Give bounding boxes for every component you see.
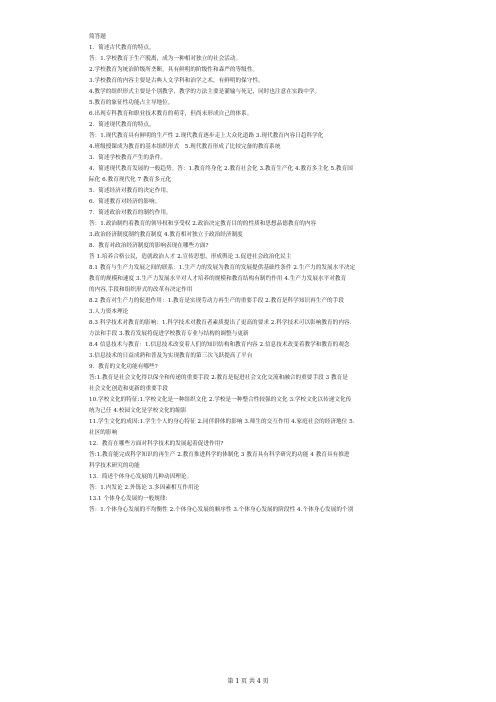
text-line: 5．简述经济对教育的决定作用。 — [89, 188, 172, 194]
section-heading: 简答题 — [89, 34, 106, 40]
text-line: 9．教育的文化功能有哪些? — [89, 364, 158, 370]
text-line: 3.政治经济制度制约教育制度 4.教育相对独立于政治经济制度 — [89, 232, 243, 238]
text-line: 4．简述现代教育发展的一般趋势。答：1.教育终身化 2.教育社会化 3.教育生产化 4.教育多主化 5.教育国 — [89, 166, 353, 172]
text-line: 答:1.教育是社会文化得以保全和传递的重要手段 2.教育是促进社会文化交流和融合的重要手段 3 教育是 — [89, 375, 348, 381]
text-line: 8.3 科学技术对教育的影响：1.科学技术对教育者素质提出了更高的要求 2.科学技术可以影响教育的内容. — [89, 320, 352, 326]
text-line: 科学技术研究的功能 — [89, 463, 140, 469]
text-line: 7．简述政治对教育的制约作用。 — [89, 210, 172, 216]
text-line: 答：1.内发论 2.外铄论 3.多因素相互作用论 — [89, 485, 200, 491]
text-line: 教育的规模和速度 3.生产力发展水平对人才培养的规模和教育结构有制约作用 4.生产力发展水平对教育 — [89, 276, 347, 282]
text-line: 4.教学的组织形式主要是个别教学，教学的方法主要是灌输与死记，同时也注意在实践中学。 — [89, 89, 321, 95]
text-line: 答：1.个体身心发展的不均衡性 2.个体身心发展的顺序性 3.个体身心发展的阶段性 4.个体身心发展的个别 — [89, 507, 354, 513]
text-line: 13.1 个体身心发展的一般规律: — [89, 496, 168, 502]
text-line: 8.2 教育对生产力的促进作用：1.教育是实现劳动力再生产的重要手段 2.教育是科学知识再生产的手段 — [89, 298, 344, 304]
text-line: 答 1.培养合格公民，造就政治人才 2.宣传思想，形成舆论 3.促进社会政治化民主 — [89, 254, 292, 260]
page-footer: 第 1 页 共 4 页 — [227, 678, 269, 685]
text-line: 8.1 教育与生产力发展之间的联系：1.生产力的发展为教育的发展提供基础性条件 2.生产力的发展水平决定 — [89, 265, 356, 271]
text-line: 3.人力资本理论 — [89, 309, 129, 315]
text-line: 社会文化创造和更新的重要手段 — [89, 386, 169, 392]
text-line: 8．教育对政治经济制度的影响表现在哪些方面? — [89, 243, 209, 249]
text-line: 统为己任 4.校园文化是学校文化的缩影 — [89, 408, 187, 414]
text-line: 12．教育在哪些方面对科学技术的发展起着促进作用? — [89, 441, 224, 447]
document-body — [89, 32, 411, 516]
text-line: 方法和手段 3.教育发展将促进学校教育专业与结构的调整与更新 — [89, 331, 249, 337]
text-line: 11.学生文化的成因:1.学生个人的身心特征 2.同伴群体的影响 3.师生的交互作用 4.家庭社会的经济地位 5. — [89, 419, 355, 425]
text-line: 际化 6.教育现代化 7 教育多元化 — [89, 177, 172, 183]
text-line: 1．简述古代教育的特点。 — [89, 45, 155, 51]
text-line: 答:1.教育能完成科学知识的再生产 2.教育推进科学的体制化 3 教育具有科学研究的功能 4 教育具有推进 — [89, 452, 350, 458]
text-line: 社区的影响 — [89, 430, 118, 436]
text-line: 10.学校文化的特征:1.学校文化是一种组织文化 2.学校是一种整合性较强的文化 3.学校文化以传递文化传 — [89, 397, 352, 403]
text-line: 答：1.政治制约着教育的领导权和享受权 2.政治决定教育目的的性质和思想品德教育的内容 — [89, 221, 317, 227]
text-line: 8.4 信息技术与教育：1.信息技术改变着人们的知识结构和教育内容 2.信息技术改变着教学和教育的观念 — [89, 342, 350, 348]
text-line: 3．简述学校教育产生的条件。 — [89, 155, 166, 161]
text-line: 5.教育的象征性功能占主导地位。 — [89, 100, 174, 106]
text-line: 3.学校教育的内容主要是古典人文学科和治学之术，有鲜明的保守性。 — [89, 78, 264, 84]
text-line: 4.班级授课成为教育的基本组织形式 5.现代教育形成了比较完备的教育系统 — [89, 144, 281, 150]
text-line: 3.信息技术的日益成熟和普及为实现教育的第三次飞跃提高了平台 — [89, 353, 253, 359]
text-line: 答：1.现代教育具有鲜明的生产性 2.现代教育逐步走上大众化道路 3.现代教育内容日趋科学化 — [89, 133, 324, 139]
text-line: 6.出现专科教育和职业技术教育的萌芽，但尚未形成自己的体系。 — [89, 111, 253, 117]
text-line: 13．简述个体身心发展的几种动因理论。 — [89, 474, 193, 480]
text-line: 2．简述现代教育的特点。 — [89, 122, 155, 128]
text-line: 答：1.学校教育于生产脱离，成为一种相对独立的社会活动。 — [89, 56, 242, 62]
text-line: 2.学校教育为统治阶级所垄断，具有鲜明的阶级性和森严的等级性。 — [89, 67, 259, 73]
text-line: 6．简述教育对经济的影响。 — [89, 199, 161, 205]
text-line: 的内容,手段和组织形式的改革有决定作用 — [89, 287, 193, 293]
